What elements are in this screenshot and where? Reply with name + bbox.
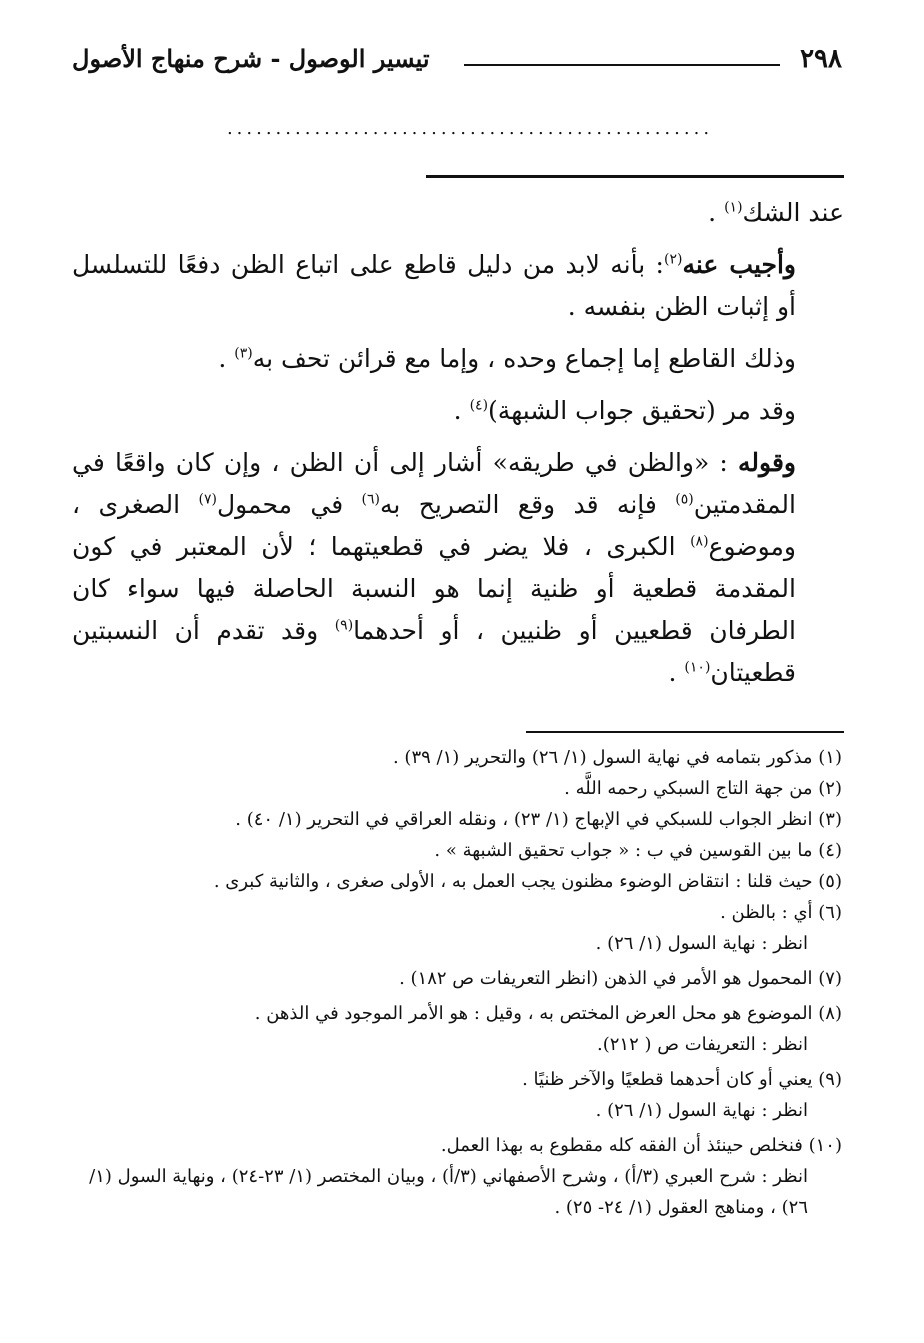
running-title: تيسير الوصول - شرح منهاج الأصول	[72, 44, 430, 73]
footnote-ref-6: (٦)	[361, 491, 381, 508]
footnote-ref-8: (٨)	[690, 533, 709, 550]
paragraph-end: .	[708, 198, 725, 227]
paragraph-1	[72, 192, 844, 234]
header-rule	[464, 64, 780, 66]
paragraph-text: وقد تقدم أن النسبتين قطعيتان	[72, 616, 796, 687]
footnote-ref-1: (١)	[724, 199, 743, 216]
footnote-rule	[526, 731, 844, 733]
paragraph-text: فإنه قد وقع التصريح به	[380, 490, 676, 519]
paragraph-end: .	[453, 396, 470, 425]
page-header	[72, 44, 842, 84]
footnotes	[72, 742, 842, 1223]
footnote-10: (١٠) فنخلص حينئذ أن الفقه كله مقطوع به بهذا العمل.	[440, 1135, 842, 1156]
footnote-6: (٦) أي : بالظن .	[720, 902, 842, 923]
paragraph-text: الكبرى ، فلا يضر في قطعيتهما ؛ لأن المعتبر في كون المقدمة قطعية أو ظنية إنما هو النسبة الحاصلة فيها سواء كان الطرفان قطعيين أو ظنيين ، أو أحدهما	[72, 532, 796, 645]
paragraph-text: الصغرى ، وموضوع	[72, 490, 796, 561]
footnote-8: (٨) الموضوع هو محل العرض المختص به ، وقيل : هو الأمر الموجود في الذهن .	[254, 1003, 842, 1024]
footnote-ref-5: (٥)	[675, 491, 694, 508]
paragraph-3	[72, 338, 844, 380]
paragraph-text: : «والظن في طريقه» أشار إلى أن الظن ، وإن كان واقعًا في المقدمتين	[72, 448, 796, 519]
paragraph-4	[72, 390, 844, 432]
footnote-7: (٧) المحمول هو الأمر في الذهن (انظر التعريفات ص ١٨٢) .	[399, 968, 842, 989]
footnote-6-reference: انظر : نهاية السول (١/ ٢٦) .	[595, 933, 808, 954]
footnote-4: (٤) ما بين القوسين في ب : « جواب تحقيق الشبهة » .	[434, 840, 842, 861]
separator-dots: ..................................................	[226, 118, 714, 138]
footnote-1: (١) مذكور بتمامه في نهاية السول (١/ ٢٦) والتحرير (١/ ٣٩) .	[392, 747, 842, 768]
paragraph-5	[72, 442, 844, 694]
paragraph-text: عند الشك	[742, 198, 844, 227]
footnote-2: (٢) من جهة التاج السبكي رحمه اللَّه .	[564, 778, 842, 799]
paragraph-end: .	[218, 344, 235, 373]
paragraph-lead: وقوله	[738, 448, 796, 477]
footnote-ref-4: (٤)	[469, 397, 489, 414]
page-number: ٢٩٨	[800, 44, 842, 74]
main-text	[72, 192, 844, 704]
paragraph-end: .	[668, 658, 685, 687]
paragraph-lead: وأجيب عنه	[682, 250, 796, 279]
footnote-3: (٣) انظر الجواب للسبكي في الإبهاج (١/ ٢٣) ، ونقله العراقي في التحرير (١/ ٤٠) .	[235, 809, 842, 830]
footnote-9: (٩) يعني أو كان أحدهما قطعيًا والآخر ظنيًا .	[522, 1069, 842, 1090]
footnote-9-reference: انظر : نهاية السول (١/ ٢٦) .	[595, 1100, 808, 1121]
paragraph-2	[72, 244, 844, 328]
paragraph-text: وذلك القاطع إما إجماع وحده ، وإما مع قرائن تحف به	[252, 344, 796, 373]
footnote-ref-3: (٣)	[234, 345, 253, 362]
footnote-ref-9: (٩)	[334, 617, 354, 634]
footnote-10-reference: انظر : شرح العبري (٣/أ) ، وشرح الأصفهاني (٣/أ) ، وبيان المختصر (١/ ٢٣-٢٤) ، ونهاية السول (١/ ٢٦) ، ومناهج العقول (١/ ٢٤- ٢٥) .	[89, 1166, 808, 1218]
paragraph-text: : بأنه لابد من دليل قاطع على اتباع الظن دفعًا للتسلسل أو إثبات الظن بنفسه .	[72, 250, 796, 321]
footnote-ref-7: (٧)	[198, 491, 217, 508]
footnote-ref-2: (٢)	[663, 251, 683, 268]
section-rule	[426, 175, 844, 178]
footnote-5: (٥) حيث قلنا : انتقاض الوضوء مظنون يجب العمل به ، الأولى صغرى ، والثانية كبرى .	[213, 871, 842, 892]
paragraph-text: وقد مر (تحقيق جواب الشبهة)	[488, 396, 796, 425]
footnote-8-reference: انظر : التعريفات ص ( ٢١٢).	[596, 1034, 808, 1055]
footnote-ref-10: (١٠)	[684, 659, 711, 676]
paragraph-text: في محمول	[216, 490, 362, 519]
